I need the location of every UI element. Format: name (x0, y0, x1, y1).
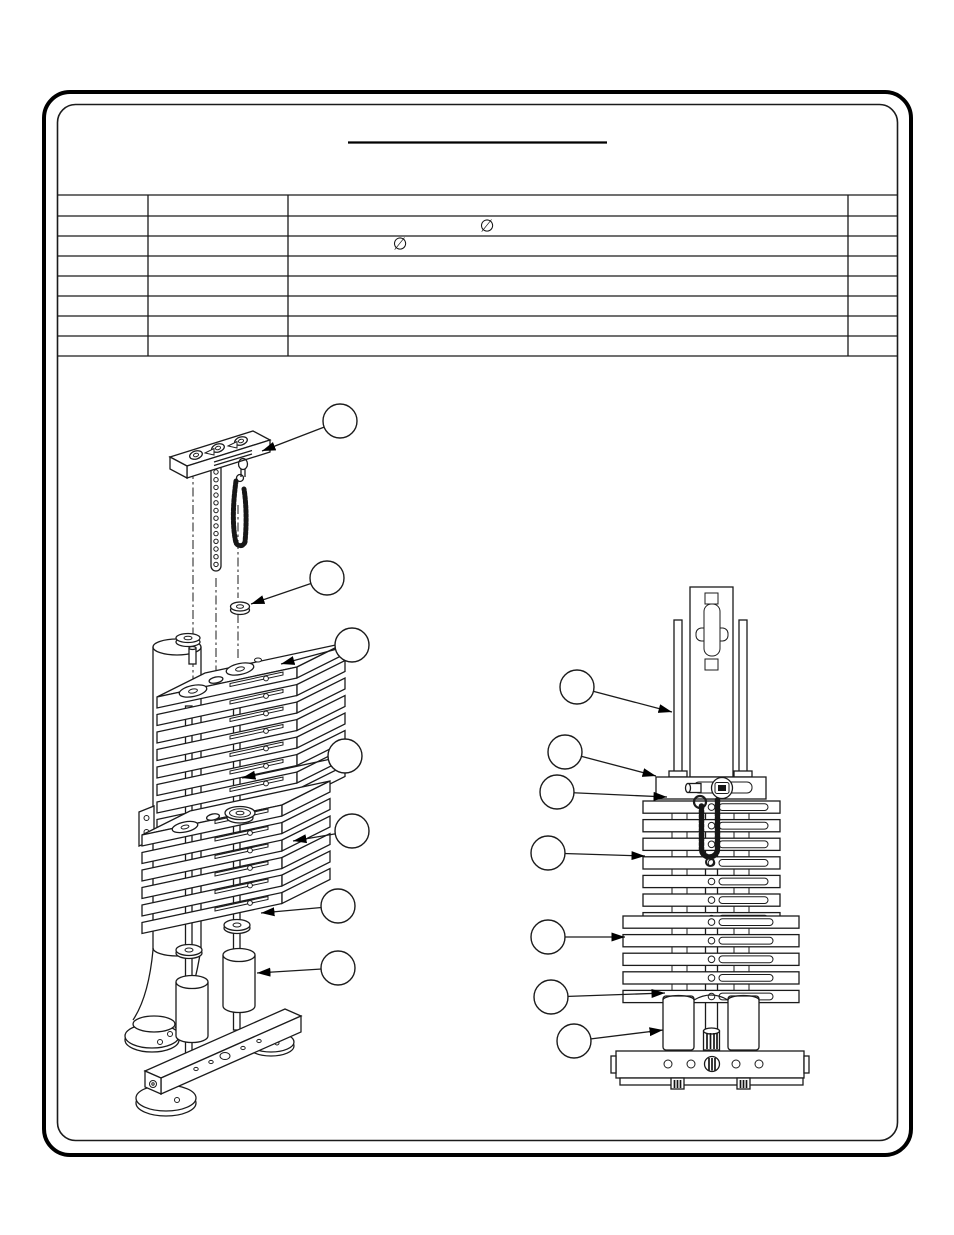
callout-balloon (321, 889, 355, 923)
rod-hole (214, 562, 218, 566)
selector-hole (264, 729, 269, 734)
beam-end-cap (611, 1056, 616, 1073)
beam-hole (194, 1067, 198, 1070)
bumper-left (663, 996, 694, 1051)
plate-slot (719, 860, 768, 867)
callout-balloon (321, 951, 355, 985)
guide-rod-left (674, 620, 682, 772)
washer-left (176, 945, 202, 959)
bumper-right (728, 996, 759, 1051)
callout-balloon (534, 980, 568, 1014)
selector-hole (264, 676, 269, 681)
eye-bolt-and-chain (233, 459, 247, 546)
selector-hole (708, 878, 715, 885)
selector-hole (708, 841, 715, 848)
rod-hole (214, 493, 218, 497)
selector-hole (264, 711, 269, 716)
selector-hole (248, 866, 253, 871)
diameter-symbol: ∅ (392, 234, 408, 255)
selector-hole (708, 919, 715, 926)
base-beam (611, 1051, 809, 1089)
front-view-diagram (611, 587, 809, 1089)
callout-balloon (560, 670, 594, 704)
beam-hole (257, 1039, 261, 1042)
selector-hole (708, 804, 715, 811)
small-hole (255, 658, 262, 662)
pin (189, 648, 196, 664)
callout-balloon (323, 404, 357, 438)
selector-hole (708, 937, 715, 944)
rod-hole (214, 478, 218, 482)
rod-hole (214, 539, 218, 543)
selector-hole (264, 764, 269, 769)
plate-slot (719, 897, 768, 904)
square-hole (705, 659, 718, 670)
selector-hole (708, 822, 715, 829)
beam-end-cap (804, 1056, 809, 1073)
beam-hole (241, 1046, 245, 1049)
selector-hole (264, 781, 269, 786)
hanger-plate (690, 587, 733, 777)
callout-balloon (557, 1024, 591, 1058)
callout-balloon (328, 739, 362, 773)
rod-hole (214, 470, 218, 474)
selector-hole (248, 901, 253, 906)
weight-plates-narrow (643, 801, 780, 925)
beam-hole (209, 1060, 213, 1063)
exploded-view-diagram (125, 431, 345, 1116)
selector-hole (248, 831, 253, 836)
guide-rod-right (739, 620, 747, 772)
rod-hole (214, 531, 218, 535)
selector-pin-end (704, 1028, 720, 1050)
selector-hole (708, 975, 715, 982)
bumper-left (176, 976, 208, 1043)
selector-hole (708, 956, 715, 963)
plate-slot (719, 956, 773, 963)
callout-balloon (335, 814, 369, 848)
parts-table (58, 195, 898, 356)
rod-hole (214, 508, 218, 512)
washer-right (224, 920, 250, 934)
callout-balloon (335, 628, 369, 662)
beam-hole (732, 1060, 740, 1068)
selector-hole (708, 993, 715, 1000)
rod-foot (734, 771, 752, 777)
selector-rod (211, 459, 221, 571)
base-strip (620, 1078, 803, 1085)
plate-slot (719, 804, 768, 811)
rod-hole (214, 524, 218, 528)
plate-slot (719, 878, 768, 885)
chain (233, 481, 246, 546)
rod-foot (669, 771, 687, 777)
diameter-symbol: ∅ (479, 216, 495, 237)
plate-slot (719, 937, 773, 944)
square-hole (705, 593, 718, 604)
rod-hole (214, 516, 218, 520)
rod-hole (214, 555, 218, 559)
selector-hole (248, 848, 253, 853)
rod-hole (214, 501, 218, 505)
callout-balloon (540, 775, 574, 809)
callout-balloon (310, 561, 344, 595)
beam-hole (687, 1060, 695, 1068)
selector-hole (264, 694, 269, 699)
selector-hole (248, 883, 253, 888)
keyhole-slot (704, 604, 720, 656)
plate-slot (719, 822, 768, 829)
beam-slot (220, 1053, 230, 1060)
selector-hole (264, 746, 269, 751)
plate-slot (719, 975, 773, 982)
bumper-right (223, 949, 255, 1013)
plate-slot (719, 841, 768, 848)
plate-slot (719, 919, 773, 926)
beam-hole (755, 1060, 763, 1068)
selector-hole (708, 897, 715, 904)
callout-balloon (531, 920, 565, 954)
beam-hole (664, 1060, 672, 1068)
callout-balloon (531, 836, 565, 870)
washer-exploded (231, 602, 250, 615)
rod-hole (214, 547, 218, 551)
rod-hole (214, 485, 218, 489)
callout-balloon (548, 735, 582, 769)
